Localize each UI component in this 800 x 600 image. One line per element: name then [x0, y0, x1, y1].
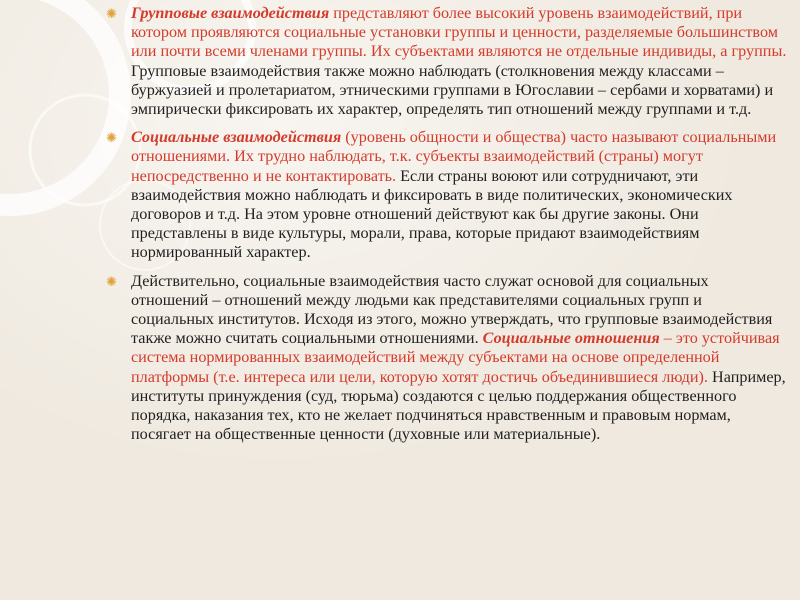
paragraph-text: Групповые взаимодействия также можно наблюдать (столкновения между классами – буржуазией и пролетариатом, этническими группами в Югославии – сербами и хорватами) и эмпирически фиксировать их характер, определять тип отношений между группами и т.д.: [131, 61, 774, 119]
bullet-icon: ✺: [106, 6, 117, 21]
term-definition: представляют более высокий уровень взаимодействий, при котором проявляются социальные установки группы и ценности, разделяемые большинством или почти всеми членами группы. Их субъектами являются не отдельные индивиды, а группы.: [131, 4, 787, 61]
paragraph-text: Если страны воюют или сотрудничают, эти взаимодействия можно наблюдать и фиксировать в виде политических, экономических договоров и т.д. На этом уровне отношений действуют как бы другие законы. Они представлены в виде культуры, морали, права, которые придают взаимодействиям нормированный характер.: [131, 166, 733, 262]
term-definition: (уровень общности и общества) часто называют социальными отношениями. Их трудно наблюдать, т.к. субъекты взаимодействий (страны) могут непосредственно и не контактировать.: [131, 128, 777, 185]
paragraph-lead-text: Действительно, социальные взаимодействия часто служат основой для социальных отношений – отношений между людьми как представителями социальных групп и социальных институтов. Исходя из этого, можно утверждать, что групповые взаимодействия также можно считать социальными отношениями.: [131, 271, 773, 348]
paragraph-group-interactions: [106, 4, 788, 119]
bullet-icon: ✺: [106, 273, 117, 289]
paragraph-social-relations: [106, 272, 788, 445]
bullet-icon: ✺: [106, 130, 117, 146]
paragraph-social-interactions: [106, 128, 788, 262]
term-group-interactions: Групповые взаимодействия: [131, 4, 330, 22]
term-definition: – это устойчивая система нормированных взаимодействий между субъектами на основе определенной платформы (т.е. интереса или цели, которую хотят достичь объединившиеся люди).: [131, 329, 780, 386]
term-social-relations: Социальные отношения: [482, 329, 660, 348]
term-social-interactions: Социальные взаимодействия: [131, 128, 342, 147]
red-text-block: [131, 4, 786, 60]
slide-body: [106, 4, 788, 453]
paragraph-text: Например, институты принуждения (суд, тюрьма) создаются с целью поддержания общественного порядка, наказания тех, кто не желает подчиняться нравственным и правовым нормам, посягает на общественные ценности (духовные или материальные).: [131, 367, 786, 444]
